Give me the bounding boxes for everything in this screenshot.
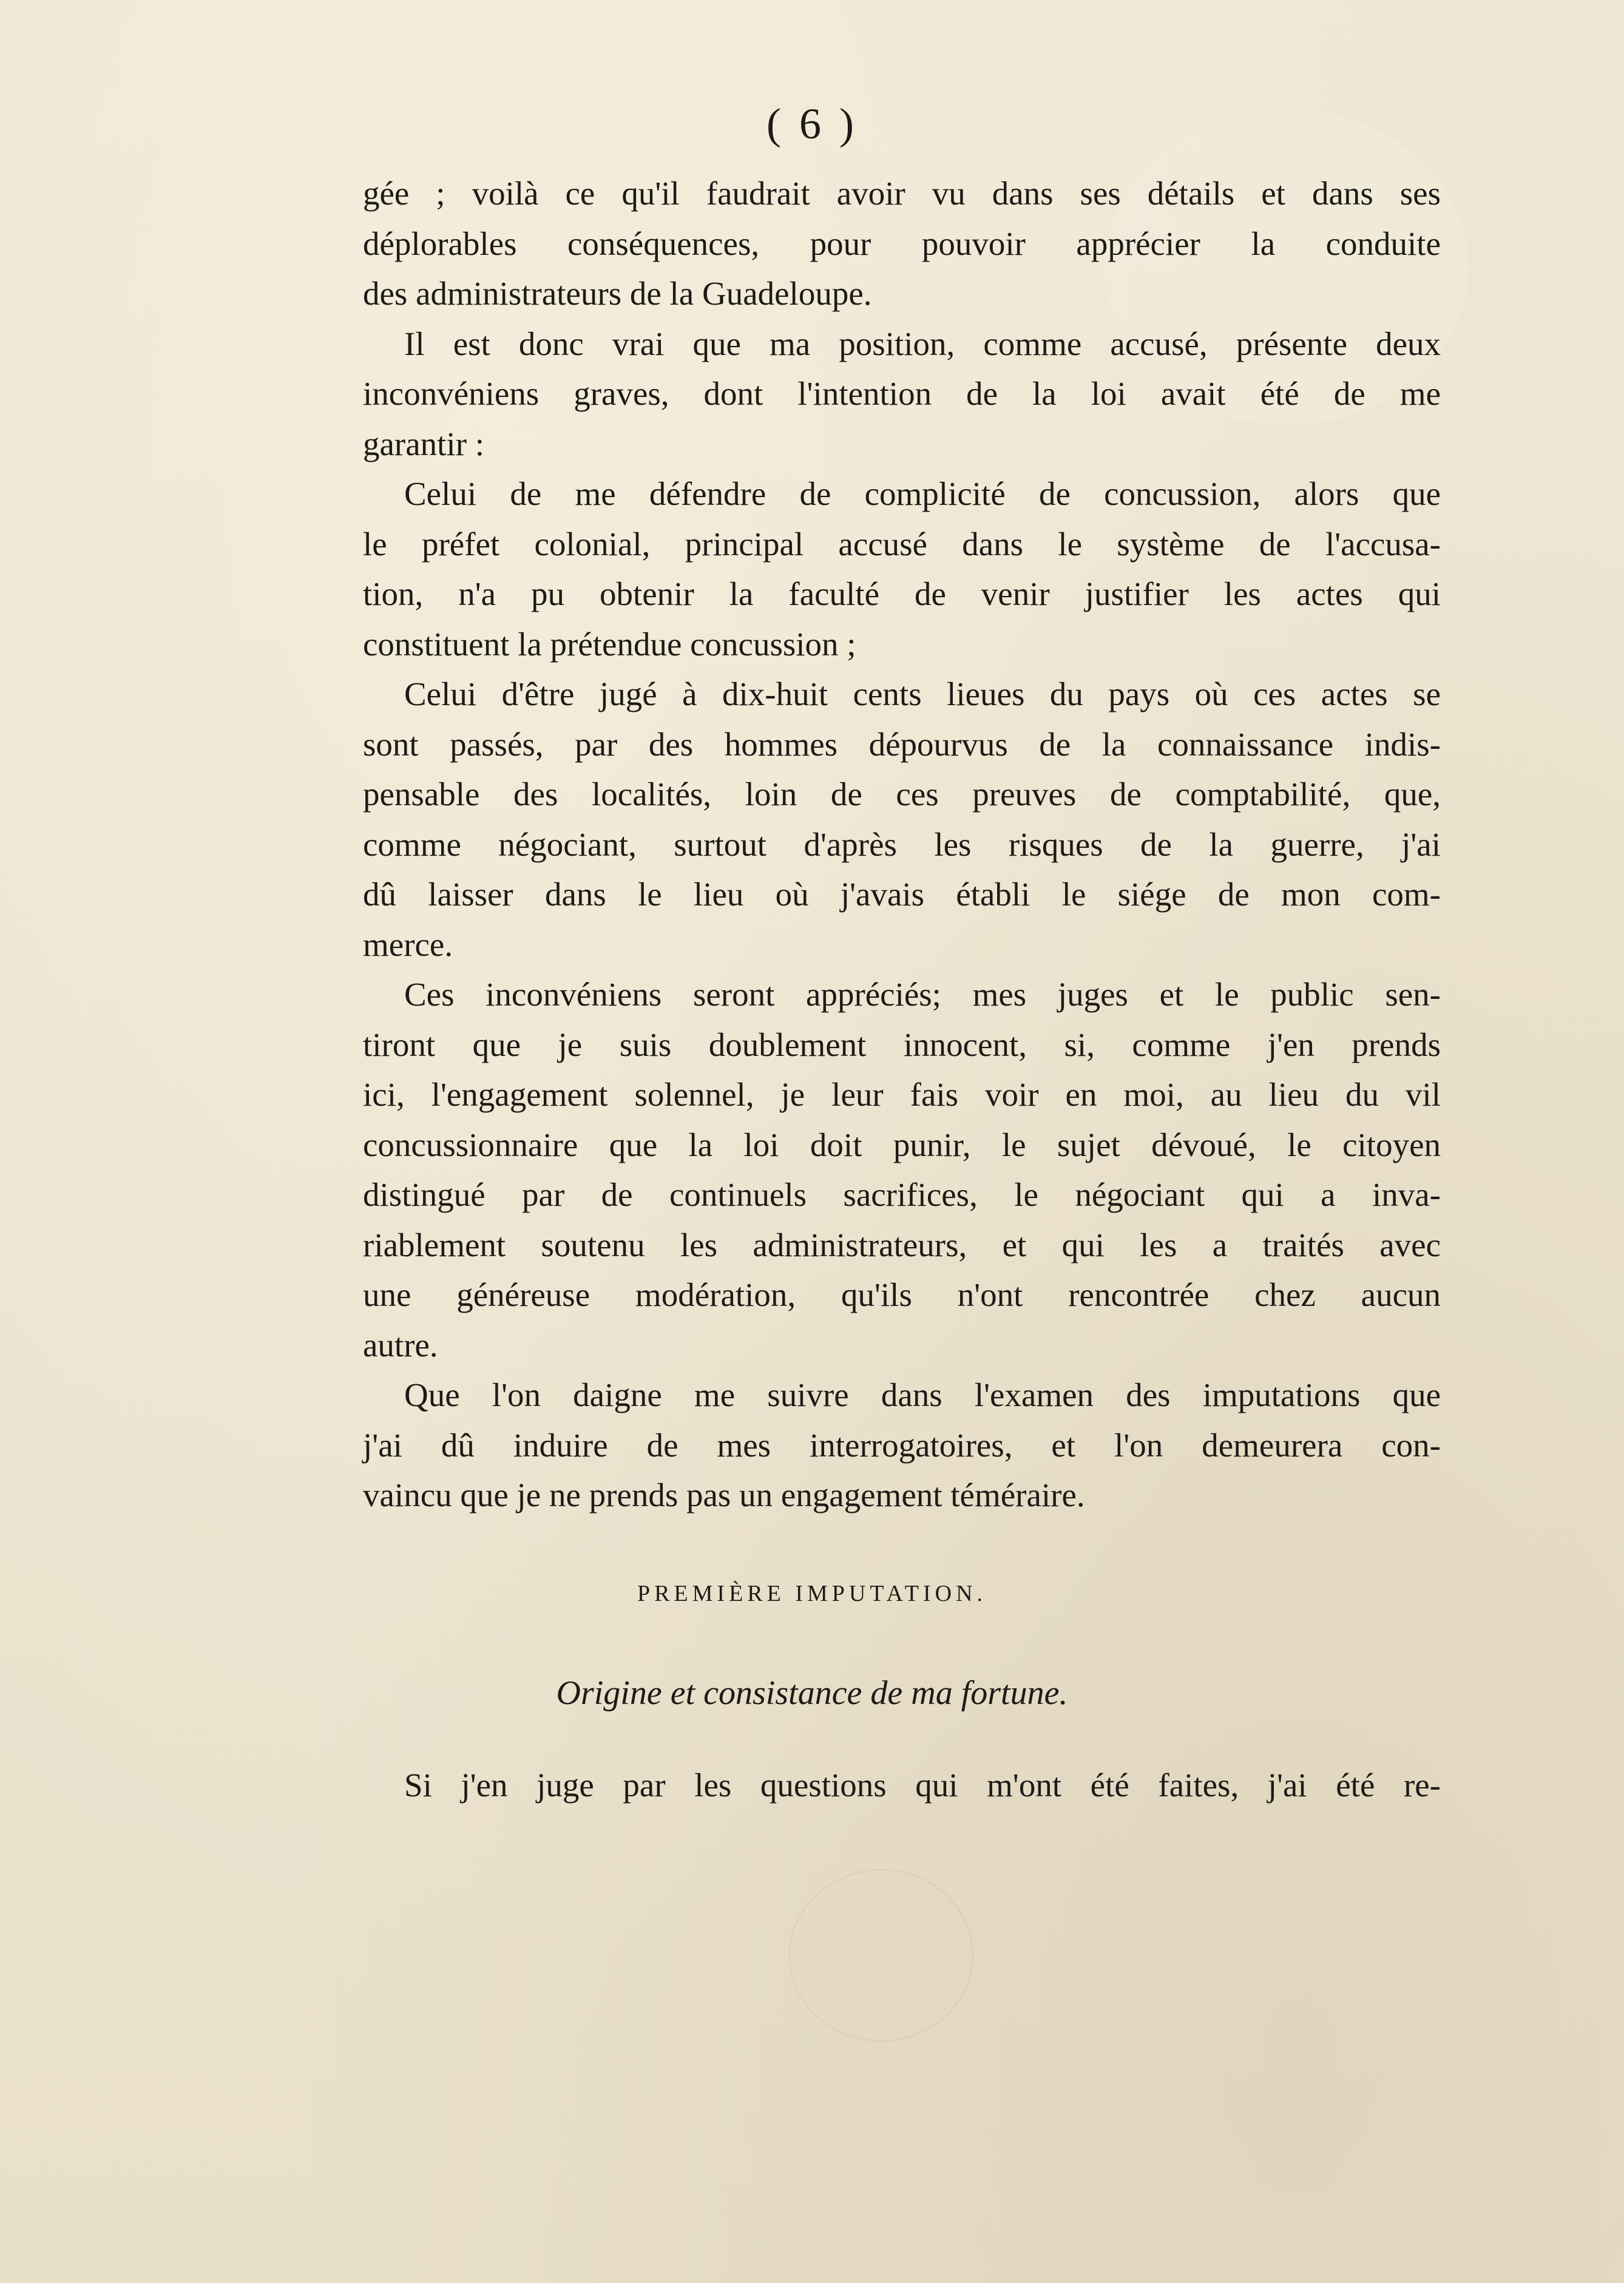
text-line: dû laisser dans le lieu où j'avais établi le siége de mon com- xyxy=(363,876,1441,913)
text-line: pensable des localités, loin de ces preuves de comptabilité, que, xyxy=(363,776,1441,813)
text-line: concussionnaire que la loi doit punir, le sujet dévoué, le citoyen xyxy=(363,1126,1441,1163)
text-line: riablement soutenu les administrateurs, et qui les a traités avec xyxy=(363,1226,1441,1263)
text-line: merce. xyxy=(363,925,453,963)
paragraph-1 xyxy=(363,169,1441,319)
text-line: Il est donc vrai que ma position, comme accusé, présente deux xyxy=(404,325,1441,362)
paragraph-2 xyxy=(363,319,1441,470)
paper-stain xyxy=(789,1869,973,2041)
text-line: inconvéniens graves, dont l'intention de la loi avait été de me xyxy=(363,375,1441,412)
text-line: garantir : xyxy=(363,425,485,462)
text-line: j'ai dû induire de mes interrogatoires, et l'on demeurera con- xyxy=(363,1426,1441,1464)
body-text xyxy=(363,169,1441,1521)
text-line: tiront que je suis doublement innocent, si, comme j'en prends xyxy=(363,1026,1441,1063)
text-line: Celui d'être jugé à dix-huit cents lieues du pays où ces actes se xyxy=(404,675,1441,712)
section-subheading: Origine et consistance de ma fortune. xyxy=(556,1674,1068,1712)
text-line: vaincu que je ne prends pas un engagement téméraire. xyxy=(363,1476,1085,1514)
text-line: des administrateurs de la Guadeloupe. xyxy=(363,275,872,312)
text-line: gée ; voilà ce qu'il faudrait avoir vu dans ses détails et dans ses xyxy=(363,175,1441,212)
text-line: distingué par de continuels sacrifices, le négociant qui a inva- xyxy=(363,1176,1441,1213)
text-line: ici, l'engagement solennel, je leur fais voir en moi, au lieu du vil xyxy=(363,1076,1441,1113)
paragraph-4 xyxy=(363,669,1441,970)
text-line: sont passés, par des hommes dépourvus de la connaissance indis- xyxy=(363,725,1441,763)
text-line: une généreuse modération, qu'ils n'ont rencontrée chez aucun xyxy=(363,1276,1441,1313)
closing-text-line: Si j'en juge par les questions qui m'ont été faites, j'ai été re- xyxy=(404,1767,1441,1804)
page-number: ( 6 ) xyxy=(766,100,858,148)
text-line: Que l'on daigne me suivre dans l'examen des imputations que xyxy=(404,1376,1441,1413)
paragraph-3 xyxy=(363,469,1441,669)
paragraph-6 xyxy=(363,1370,1441,1521)
text-line: tion, n'a pu obtenir la faculté de venir justifier les actes qui xyxy=(363,575,1441,612)
text-line: le préfet colonial, principal accusé dans le système de l'accusa- xyxy=(363,525,1441,563)
text-line: autre. xyxy=(363,1326,438,1364)
text-line: comme négociant, surtout d'après les risques de la guerre, j'ai xyxy=(363,825,1441,863)
text-line: constituent la prétendue concussion ; xyxy=(363,625,856,663)
text-line: Ces inconvéniens seront appréciés; mes juges et le public sen- xyxy=(404,976,1441,1013)
paragraph-5 xyxy=(363,970,1441,1370)
section-heading: PREMIÈRE IMPUTATION. xyxy=(637,1581,987,1606)
text-line: Celui de me défendre de complicité de concussion, alors que xyxy=(404,475,1441,512)
text-line: déplorables conséquences, pour pouvoir apprécier la conduite xyxy=(363,225,1441,262)
